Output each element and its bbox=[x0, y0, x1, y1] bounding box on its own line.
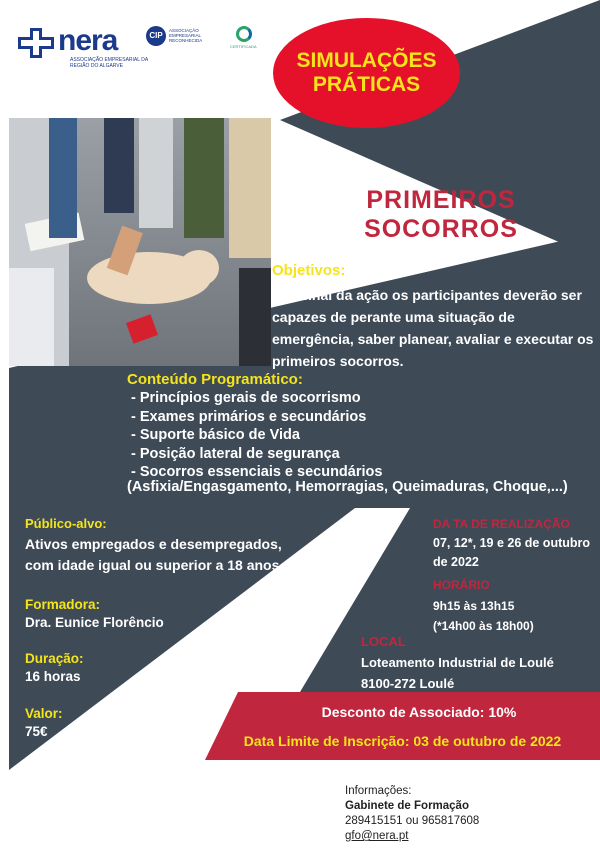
cip-logo bbox=[146, 26, 221, 48]
publico-text: Ativos empregados e desempregados, com idade igual ou superior a 18 anos. bbox=[25, 536, 284, 573]
list-item: - Suporte básico de Vida bbox=[131, 427, 300, 443]
certification-logo bbox=[230, 26, 262, 52]
medical-cross-icon bbox=[18, 28, 54, 58]
nera-wordmark: nera bbox=[58, 24, 118, 57]
deadline-text: Data Limite de Inscrição: 03 de outubro de 2022 bbox=[243, 733, 562, 749]
info-phones: 289415151 ou 965817608 bbox=[345, 815, 480, 827]
simulations-oval bbox=[273, 18, 460, 128]
cip-text: ASSOCIAÇÃO EMPRESARIAL RECONHECIDA bbox=[169, 28, 203, 43]
formadora-name: Dra. Eunice Florêncio bbox=[25, 615, 164, 630]
info-department: Gabinete de Formação bbox=[345, 800, 469, 812]
local-line-2: 8100-272 Loulé bbox=[361, 676, 455, 691]
cip-badge: CIP bbox=[146, 26, 166, 46]
formadora-heading: Formadora: bbox=[25, 597, 101, 612]
oval-title: SIMULAÇÕES PRÁTICAS bbox=[296, 49, 437, 96]
list-item: - Socorros essenciais e secundários bbox=[131, 464, 383, 480]
horario-line-2: (*14h00 às 18h00) bbox=[433, 619, 534, 633]
horario-heading: HORÁRIO bbox=[433, 578, 490, 592]
cpr-training-photo bbox=[9, 118, 271, 366]
horario-line-1: 9h15 às 13h15 bbox=[433, 599, 515, 613]
data-realizacao-value: 07, 12*, 19 e 26 de outubro de 2022 bbox=[433, 536, 591, 569]
valor-value: 75€ bbox=[25, 724, 48, 739]
conteudo-note: (Asfixia/Engasgamento, Hemorragias, Queimaduras, Choque,...) bbox=[127, 479, 568, 495]
objetivos-text: • No final da ação os participantes deverão ser capazes de perante uma situação de emergência, saber planear, avaliar e executar os primeiros socorros. bbox=[272, 287, 594, 369]
nera-subtitle: ASSOCIAÇÃO EMPRESARIAL DA REGIÃO DO ALGARVE bbox=[70, 57, 148, 69]
certification-ring-icon bbox=[236, 26, 252, 42]
objetivos-heading: Objetivos: bbox=[272, 262, 346, 279]
valor-heading: Valor: bbox=[25, 706, 63, 721]
publico-heading: Público-alvo: bbox=[25, 516, 107, 531]
list-item: - Posição lateral de segurança bbox=[131, 445, 340, 462]
local-value bbox=[361, 652, 561, 694]
list-item: - Exames primários e secundários bbox=[131, 408, 367, 425]
local-line-1: Loteamento Industrial de Loulé bbox=[361, 655, 554, 670]
duracao-value: 16 horas bbox=[25, 669, 81, 684]
discount-text: Desconto de Associado: 10% bbox=[321, 704, 517, 720]
info-email-link[interactable]: gfo@nera.pt bbox=[345, 830, 409, 842]
registration-banner bbox=[205, 692, 600, 760]
course-title: PRIMEIROS SOCORROS bbox=[364, 186, 518, 243]
info-label: Informações: bbox=[345, 785, 412, 797]
conteudo-heading: Conteúdo Programático: bbox=[127, 371, 303, 388]
conteudo-list bbox=[131, 389, 382, 482]
list-item: - Princípios gerais de socorrismo bbox=[131, 390, 361, 406]
nera-logo bbox=[18, 24, 148, 69]
data-realizacao-heading: DA TA DE REALIZAÇÃO bbox=[433, 517, 570, 531]
certification-text: CERTIFICADA bbox=[230, 44, 257, 49]
duracao-heading: Duração: bbox=[25, 651, 84, 666]
horario-value bbox=[433, 596, 593, 636]
contact-info bbox=[345, 784, 565, 844]
local-heading: LOCAL bbox=[361, 634, 406, 649]
